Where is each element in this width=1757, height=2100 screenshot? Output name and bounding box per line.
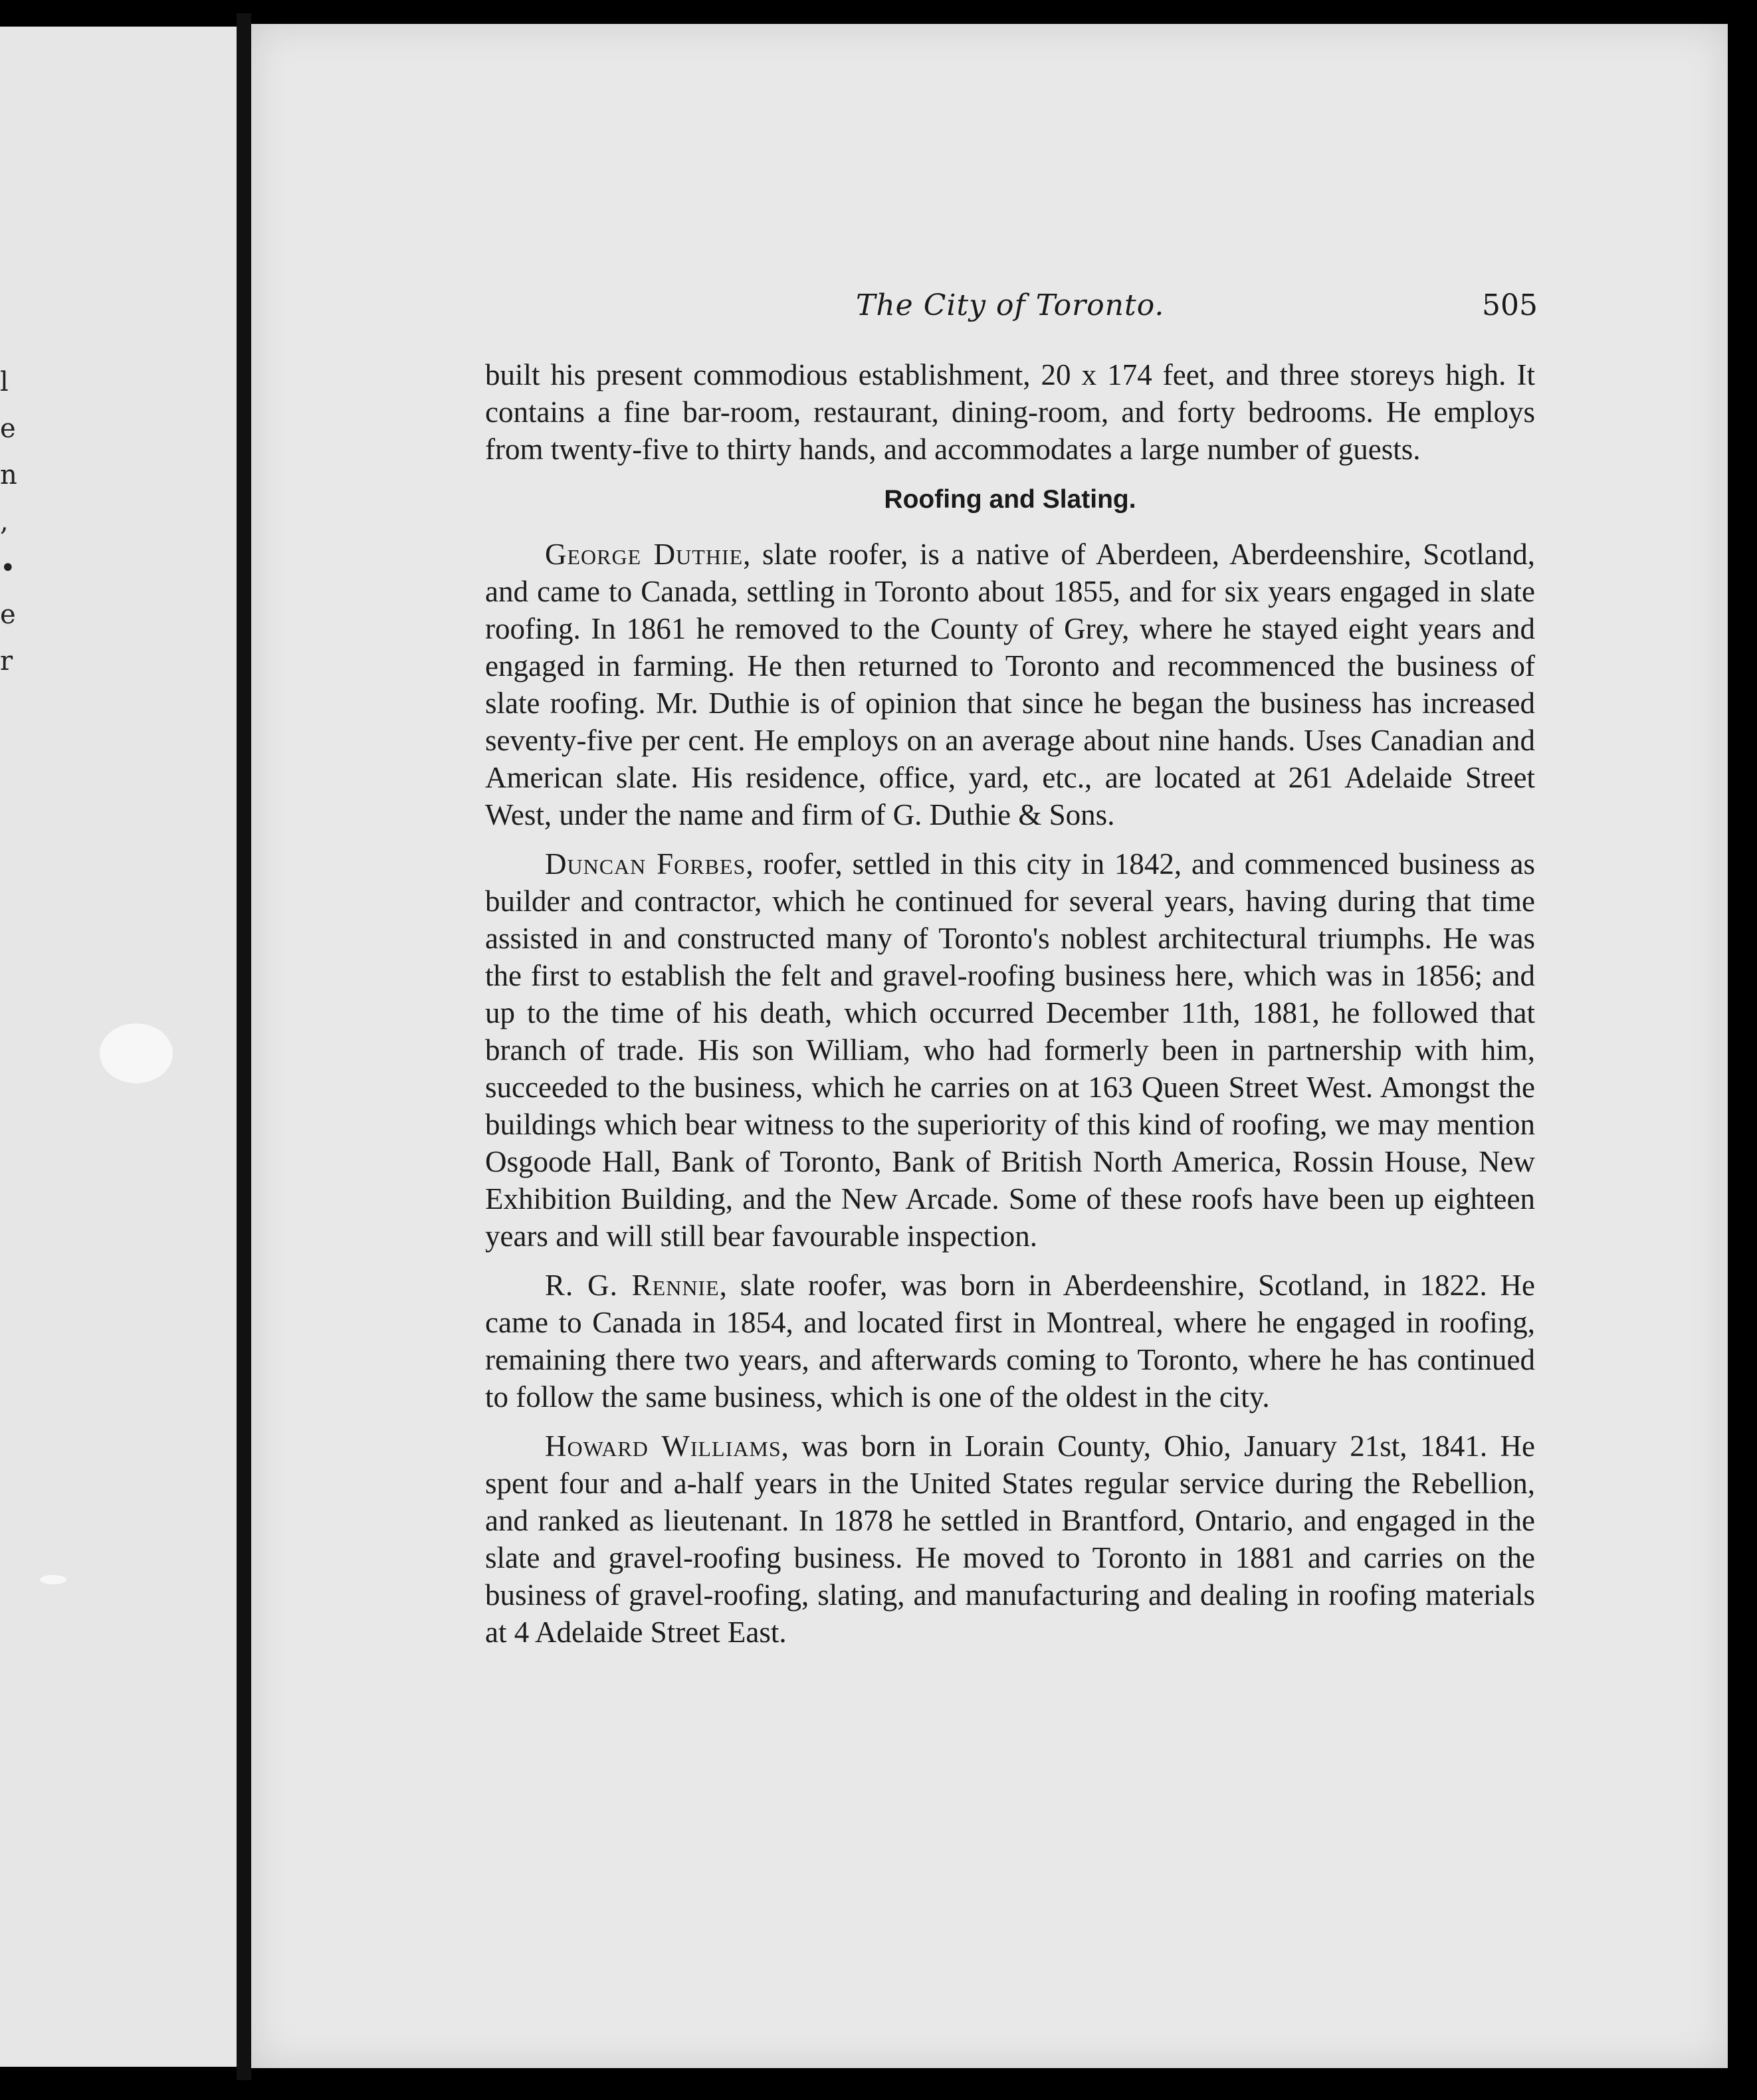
book-page (251, 24, 1728, 2068)
entry-name: R. G. Rennie (545, 1269, 720, 1302)
edge-mark: e (0, 413, 16, 444)
page-body (485, 356, 1535, 1663)
edge-mark: • (0, 553, 16, 583)
entry-name: Howard Williams (545, 1429, 781, 1463)
running-title: The City of Toronto. (856, 288, 1165, 322)
entry-name: Duncan Forbes (545, 847, 746, 881)
book-gutter (237, 13, 251, 2080)
entry-paragraph (485, 845, 1535, 1255)
edge-mark: e (0, 599, 16, 630)
page-header (251, 288, 1728, 342)
entry-text: , was born in Lorain County, Ohio, January 21st, 1841. He spent four and a-half years in the United States regular service during the Rebellion, and ranked as lieutenant. In 1878 he settled in Brantford, Ontario, and engaged in the slate and gravel-roofing business. He moved to Toronto in 1881 and carries on the business of gravel-roofing, slating, and manufacturing and dealing in roofing materials at 4 Adelaide Street East. (485, 1429, 1535, 1649)
entry-text: , slate roofer, was born in Aberdeenshire, Scotland, in 1822. He came to Canada in 1854, and located first in Montreal, where he engaged in roofing, remaining there two years, and afterwards coming to Toronto, where he has continued to follow the same business, which is one of the oldest in the city. (485, 1269, 1535, 1414)
left-page-edge (0, 27, 237, 2067)
section-title: Roofing and Slating. (884, 485, 1136, 514)
paper-blemish (100, 1023, 173, 1083)
paper-blemish (40, 1575, 66, 1584)
entry-paragraph (485, 536, 1535, 833)
entry-paragraph (485, 1427, 1535, 1651)
page-number: 505 (1482, 288, 1538, 322)
edge-mark: n (0, 460, 17, 490)
edge-mark: , (0, 506, 9, 537)
entry-text: , slate roofer, is a native of Aberdeen, Aberdeenshire, Scotland, and came to Canada, settling in Toronto about 1855, and for six years engaged in slate roofing. In 1861 he removed to the County of Grey, where he stayed eight years and engaged in farming. He then returned to Toronto and recommenced the business of slate roofing. Mr. Duthie is of opinion that since he began the business has increased seventy-five per cent. He employs on an average about nine hands. Uses Canadian and American slate. His residence, office, yard, etc., are located at 261 Adelaide Street West, under the name and firm of G. Duthie & Sons. (485, 538, 1535, 831)
edge-mark: r (0, 646, 13, 677)
entry-paragraph (485, 1267, 1535, 1416)
intro-paragraph: built his present commodious establishment, 20 x 174 feet, and three storeys high. It contains a fine bar-room, restaurant, dining-room, and forty bedrooms. He employs from twenty-five to thirty hands, and accommodates a large number of guests. (485, 358, 1535, 466)
edge-mark: l (0, 367, 9, 397)
entry-text: , roofer, settled in this city in 1842, and commenced business as builder and contractor, which he continued for several years, having during that time assisted in and constructed many of Toronto's noblest architectural triumphs. He was the first to establish the felt and gravel-roofing business here, which was in 1856; and up to the time of his death, which occurred December 11th, 1881, he followed that branch of trade. His son William, who had formerly been in partnership with him, succeeded to the business, which he carries on at 163 Queen Street West. Amongst the buildings which bear witness to the superiority of this kind of roofing, we may mention Osgoode Hall, Bank of Toronto, Bank of British North America, Rossin House, New Exhibition Building, and the New Arcade. Some of these roofs have been up eighteen years and will still bear favourable inspection. (485, 847, 1535, 1253)
left-page-edge-text (0, 359, 16, 684)
entry-name: George Duthie (545, 538, 744, 571)
